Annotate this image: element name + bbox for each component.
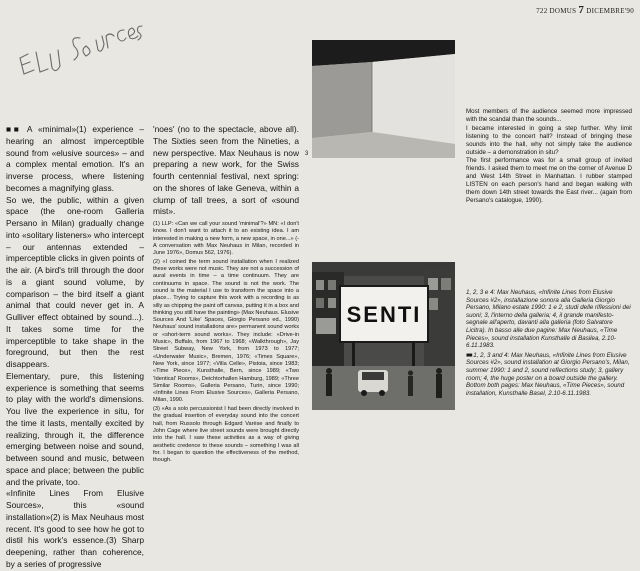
masthead-date: DICEMBRE'90 [586, 7, 634, 15]
sign-text: SENTI [346, 302, 422, 327]
footnote-1: (1) LLP: «Can we call your sound 'minimal'?» MN: «I don't know. I don't want to attach it to an existing idea. I am interested in making a new form, a new space, in one...» (-A conversation with Max Neuhaus in Milan, recorded in June 1976», Domus 562, 1976). [153, 221, 299, 257]
caption-english: 1, 2, 3 and 4: Max Neuhaus, «Infinite Lines from Elusive Sources #2», sound installation at Giorgio Persano's, Milan, summer 1990: 1 and 2, sound reflections study; 3, gallery room; 4, the huge poster on a board outside the gallery. Bottom both pages: Max Neuhaus, «Time Pieces», sound installation, Kunsthalle Basel, 2.10-6.11.1983. [466, 351, 630, 397]
right-paragraph-1: Most members of the audience seemed more impressed with the scandal than the sounds... [466, 108, 632, 123]
section-marker: ■■ [6, 124, 22, 134]
right-column [466, 108, 632, 206]
masthead-number: 7 [578, 4, 585, 16]
street-sign-photo [312, 262, 455, 410]
caption-italian: 1, 2, 3 e 4: Max Neuhaus, «Infinite Lines from Elusive Sources #2», installazione sonora alla Galleria Giorgio Persano, Milano estate 1990: 1 e 2, studi delle riflessioni dei suoni; 3, l'interno della galleria; 4, il grande manifesto-segnale all'aperto, davanti alla galleria (foto Salvatore Licitra). In basso alle due pagine: Max Neuhaus, «Time Pieces», sound installation Kunsthalle di Basilea, 2.10-6.11.1983. [466, 289, 631, 350]
column-1 [6, 124, 144, 571]
masthead-text: 722 DOMUS [536, 7, 577, 15]
caption-marker: ■■ [466, 351, 472, 359]
paragraph-3: Elementary, pure, this listening experience is something that seems to play with the world's dimensions. You live the experience in situ, for the time it lasts, mentally excited by realizing, through it, the difference emerging between noise and sound, between sound and music, between space and place; between the public and the private, too. [6, 370, 144, 487]
paragraph-5: 'noes' (no to the spectacle, above all). The Sixties seen from the Nineties, a new perspective. Max Neuhaus is now preparing a new work, for the Swiss fourth centennial festival, next spring: on the shores of lake Geneva, within a clump of tall trees, a sort of «sound mist». [153, 124, 299, 217]
footnotes [153, 221, 299, 464]
handwritten-note [14, 24, 144, 84]
paragraph-2: So we, the public, within a given space (the one-room Galleria Persano in Milan) gradually change into «solitary listeners» who intercept – our antennas extended – imperceptible clicks in given points of the air. (A bird's trill through the door is a giant sound volume, by comparison – the bird itself a giant animal that could never get in. A Gulliver effect obtained by sound...). It takes some time for the imperceptible to take shape in the foreground, but then the rest disappears. [6, 194, 144, 369]
paragraph-1: A «minimal»(1) experience – hearing an almost imperceptible sound from «elusive sources» – and a complex mental emotion. It's an inverse process, where listening becomes a magnifying glass. [6, 124, 144, 193]
footnote-2: (2) «I coined the term sound installation when I realized these works were not music. They are not a succession of aural events in time – a time continuum. They are continuums in space. The sound is not the work. The sound is the material I use to transform the space into a place... Trying to capture this work with a recording is as silly as chipping the paint off canvas, putting it in a box and thinking you still have the painting» (Max Neuhaus. Elusive Sources And 'Like' Spaces, Giorgio Persano ed., 1990) Neuhaus' sound installations are» permanent sound works or «short-term sound works». They include: «Drive-in Music», Buffalo, from 1967 to 1968; «Walkthrough», Jay Street Subway, New York, from 1973 to 1977; «Underwater Music», Bremen, 1976; «Times Square», New York, since 1977; «Villa Celle», Pistoia, since 1983; «Time Piece», Kunsthalle, Bern, since 1989; «Two 'Identical' Rooms», Deichtorhallen Hamburg, 1989; «Three Similar Rooms», Galleria Persano, Turin, since 1990; «Infinite Lines From Elusive Sources», Galleria Persano, Milan, 1990. [153, 258, 299, 404]
right-paragraph-3: The first performance was for a small group of invited friends. I asked them to meet me on the corner of Avenue D and West 14th Street in Manhattan. I rubber stamped LISTEN on each person's hand and began walking with them down 14th street towards the East river... (again from Persano's catalogue, 1990). [466, 157, 632, 204]
footnote-3: (3) «As a solo percussionist I had been directly involved in the gradual insertion of everyday sound into the concert hall, from Russolo through Edgard Varèse and finally to John Cage where live street sounds were brought directly into the hall. I saw these activities as a way of giving aesthetic credence to these sounds – something I was all for. I began to question the effectiveness of the method, though. [153, 406, 299, 464]
gallery-room-photo [312, 40, 455, 158]
masthead [536, 4, 634, 16]
photo-caption [466, 289, 634, 399]
photo-number: 3 [305, 151, 309, 157]
paragraph-4: «Infinite Lines From Elusive Sources», this «sound installation»(2) is Max Neuhaus most recent. It's good to see how he got to distil his work's essence.(3) Sharp deepening, rather than coherence, by a series of progressive [6, 488, 144, 569]
column-2 [153, 124, 299, 466]
right-paragraph-2: I became interested in going a step further. Why limit listening to the concert hall? Instead of bringing these sounds into the hall, why not simply take the audience outside – a demonstration in situ? [466, 124, 632, 156]
